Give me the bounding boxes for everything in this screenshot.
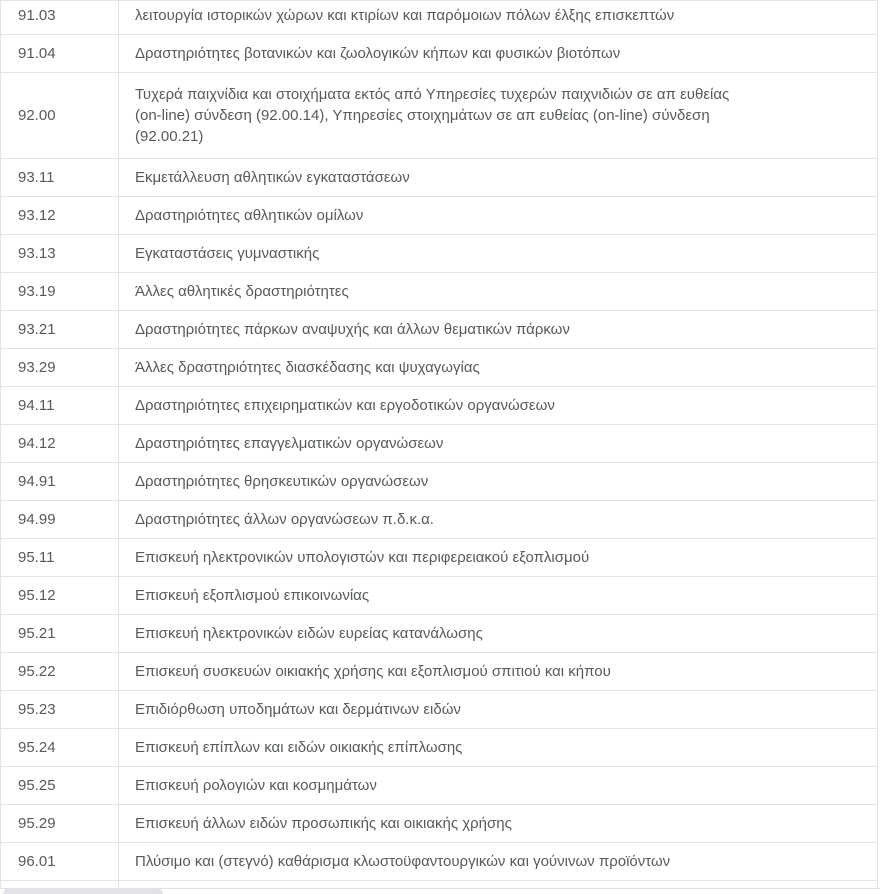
horizontal-scrollbar-thumb[interactable] [3,888,163,894]
activity-code: 95.23 [1,691,119,729]
activity-code: 95.21 [1,615,119,653]
activity-description-cell [119,463,878,501]
activity-description-cell [119,311,878,349]
table-row [1,1,878,35]
activity-description-cell [119,577,878,615]
activity-description: Εκμετάλλευση αθλητικών εγκαταστάσεων [135,169,410,186]
activity-code: 94.91 [1,463,119,501]
activity-description: Επισκευή συσκευών οικιακής χρήσης και εξοπλισμού σπιτιού και κήπου [135,663,611,680]
activity-description: Επισκευή εξοπλισμού επικοινωνίας [135,587,370,604]
activity-description: Επισκευή άλλων ειδών προσωπικής και οικιακής χρήσης [135,815,512,832]
table-row [1,35,878,73]
table-row [1,197,878,235]
activity-description-cell [119,729,878,767]
table-row [1,577,878,615]
activity-code: 95.22 [1,653,119,691]
table-row [1,653,878,691]
activity-description-cell [119,235,878,273]
activity-description: Δραστηριότητες επιχειρηματικών και εργοδοτικών οργανώσεων [135,397,555,414]
activity-description: Δραστηριότητες επαγγελματικών οργανώσεων [135,435,444,452]
activity-description-cell [119,767,878,805]
activity-description-cell [119,197,878,235]
activity-code: 95.11 [1,539,119,577]
table-row [1,159,878,197]
activity-description: Επισκευή ηλεκτρονικών ειδών ευρείας κατανάλωσης [135,625,483,642]
activity-code: 95.24 [1,729,119,767]
table-row [1,235,878,273]
activity-code: 93.29 [1,349,119,387]
activity-code: 95.29 [1,805,119,843]
activity-description-cell [119,843,878,881]
activity-description: Επισκευή επίπλων και ειδών οικιακής επίπλωσης [135,739,463,756]
activity-description-cell [119,539,878,577]
activity-description: Δραστηριότητες θρησκευτικών οργανώσεων [135,473,429,490]
activity-description: Δραστηριότητες πάρκων αναψυχής και άλλων θεματικών πάρκων [135,321,570,338]
table-row [1,501,878,539]
activity-description: Τυχερά παιχνίδια και στοιχήματα εκτός από Υπηρεσίες τυχερών παιχνιδιών σε απ ευθείας (on-line) σύνδεση (92.00.14), Υπηρεσίες στοιχημάτων σε απ ευθείας (on-line) σύνδεση (92.00.21) [135,86,730,145]
activity-description: Εγκαταστάσεις γυμναστικής [135,245,320,262]
activity-description: Δραστηριότητες άλλων οργανώσεων π.δ.κ.α. [135,511,434,528]
activity-description-cell [119,615,878,653]
activity-description: Επισκευή ηλεκτρονικών υπολογιστών και περιφερειακού εξοπλισμού [135,549,590,566]
activity-description-cell [119,387,878,425]
activity-description-cell [119,159,878,197]
table-row [1,349,878,387]
activity-code: 94.11 [1,387,119,425]
table-row [1,273,878,311]
table-row [1,463,878,501]
activity-code: 94.99 [1,501,119,539]
activity-code: 93.21 [1,311,119,349]
activity-description-cell [119,805,878,843]
activity-code: 93.19 [1,273,119,311]
table-row [1,311,878,349]
activity-description-cell [119,349,878,387]
activity-description: Επισκευή ρολογιών και κοσμημάτων [135,777,377,794]
activity-description: Δραστηριότητες βοτανικών και ζωολογικών κήπων και φυσικών βιοτόπων [135,45,621,62]
table-row [1,539,878,577]
table-row [1,691,878,729]
activity-description: Δραστηριότητες αθλητικών ομίλων [135,207,364,224]
activity-code: 95.12 [1,577,119,615]
activity-code: 91.04 [1,35,119,73]
activity-description-cell [119,653,878,691]
activity-code: 93.12 [1,197,119,235]
table-row [1,615,878,653]
activity-description: Άλλες δραστηριότητες διασκέδασης και ψυχαγωγίας [135,359,480,376]
activity-table-body [1,1,878,894]
activity-description-cell [119,35,878,73]
table-row [1,729,878,767]
activity-description-cell [119,273,878,311]
activity-code: 96.01 [1,843,119,881]
table-row [1,843,878,881]
activity-description: λειτουργία ιστορικών χώρων και κτιρίων και παρόμοιων πόλων έλξης επισκεπτών [135,7,675,24]
activity-description: Επιδιόρθωση υποδημάτων και δερμάτινων ειδών [135,701,461,718]
activity-code: 91.03 [1,1,119,35]
table-row [1,73,878,159]
activity-description-cell [119,73,878,159]
activity-code: 94.12 [1,425,119,463]
activity-code: 93.11 [1,159,119,197]
activity-code: 92.00 [1,73,119,159]
table-row [1,425,878,463]
activity-description-cell [119,501,878,539]
table-row [1,387,878,425]
activity-description-cell [119,1,878,35]
activity-description-cell [119,691,878,729]
table-row [1,767,878,805]
activity-code: 93.13 [1,235,119,273]
activity-description: Πλύσιμο και (στεγνό) καθάρισμα κλωστοϋφαντουργικών και γούνινων προϊόντων [135,853,671,870]
activity-description-cell [119,425,878,463]
table-row [1,805,878,843]
activity-code: 95.25 [1,767,119,805]
activity-description: Άλλες αθλητικές δραστηριότητες [135,283,349,300]
